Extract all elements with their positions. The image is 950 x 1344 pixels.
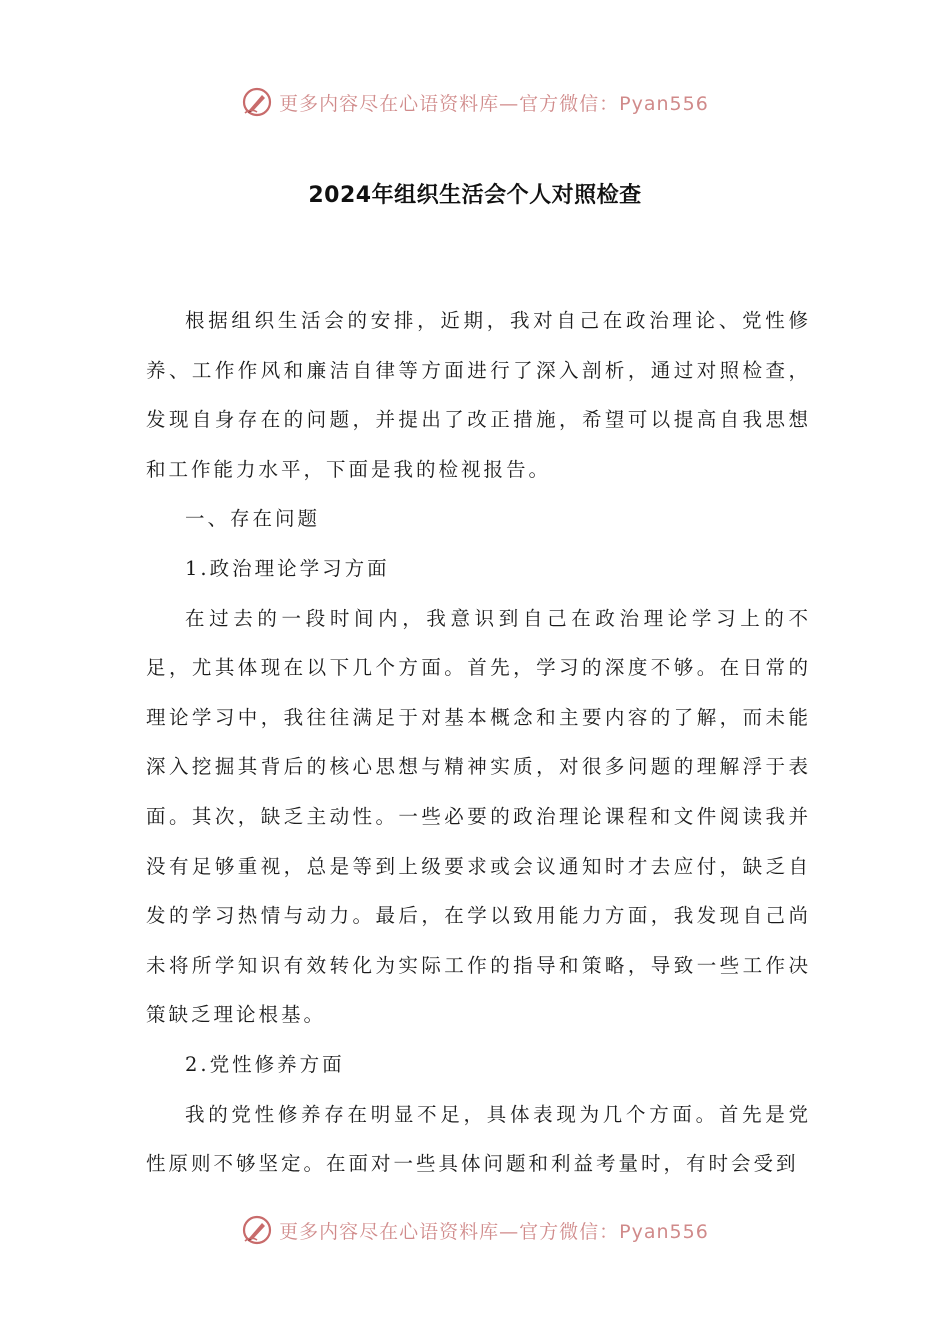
- watermark-text: 更多内容尽在心语资料库—官方微信：Pyan556: [279, 92, 709, 115]
- watermark-text: 更多内容尽在心语资料库—官方微信：Pyan556: [279, 1220, 709, 1243]
- subsection-heading: 2.党性修养方面: [185, 1052, 345, 1076]
- subsection-heading: 1.政治理论学习方面: [185, 556, 390, 580]
- pen-logo-icon: [241, 86, 273, 118]
- body-paragraph: 在过去的一段时间内，我意识到自己在政治理论学习上的不足，尤其体现在以下几个方面。首先，学习的深度不够。在日常的理论学习中，我往往满足于对基本概念和主要内容的了解，而未能深入挖掘其背后的核心思想与精神实质，对很多问题的理解浮于表面。其次，缺乏主动性。一些必要的政治理论课程和文件阅读我并没有足够重视，总是等到上级要求或会议通知时才去应付，缺乏自发的学习热情与动力。最后，在学以致用能力方面，我发现自己尚未将所学知识有效转化为实际工作的指导和策略，导致一些工作决策缺乏理论根基。: [146, 606, 811, 1027]
- section-heading: 一、存在问题: [185, 507, 321, 531]
- document-title: 2024年组织生活会个人对照检查: [308, 183, 642, 208]
- watermark-banner-bottom: [0, 1210, 950, 1250]
- intro-paragraph: 根据组织生活会的安排，近期，我对自己在政治理论、党性修养、工作作风和廉洁自律等方面进行了深入剖析，通过对照检查，发现自身存在的问题，并提出了改正措施，希望可以提高自我思想和工作能力水平，下面是我的检视报告。: [146, 309, 811, 481]
- pen-logo-icon: [241, 1214, 273, 1246]
- document-body: [146, 296, 811, 1189]
- body-paragraph: 我的党性修养存在明显不足，具体表现为几个方面。首先是党性原则不够坚定。在面对一些具体问题和利益考量时，有时会受到: [146, 1102, 811, 1176]
- wechat-id: Pyan556: [619, 1220, 709, 1243]
- wechat-id: Pyan556: [619, 92, 709, 115]
- watermark-banner-top: [0, 82, 950, 122]
